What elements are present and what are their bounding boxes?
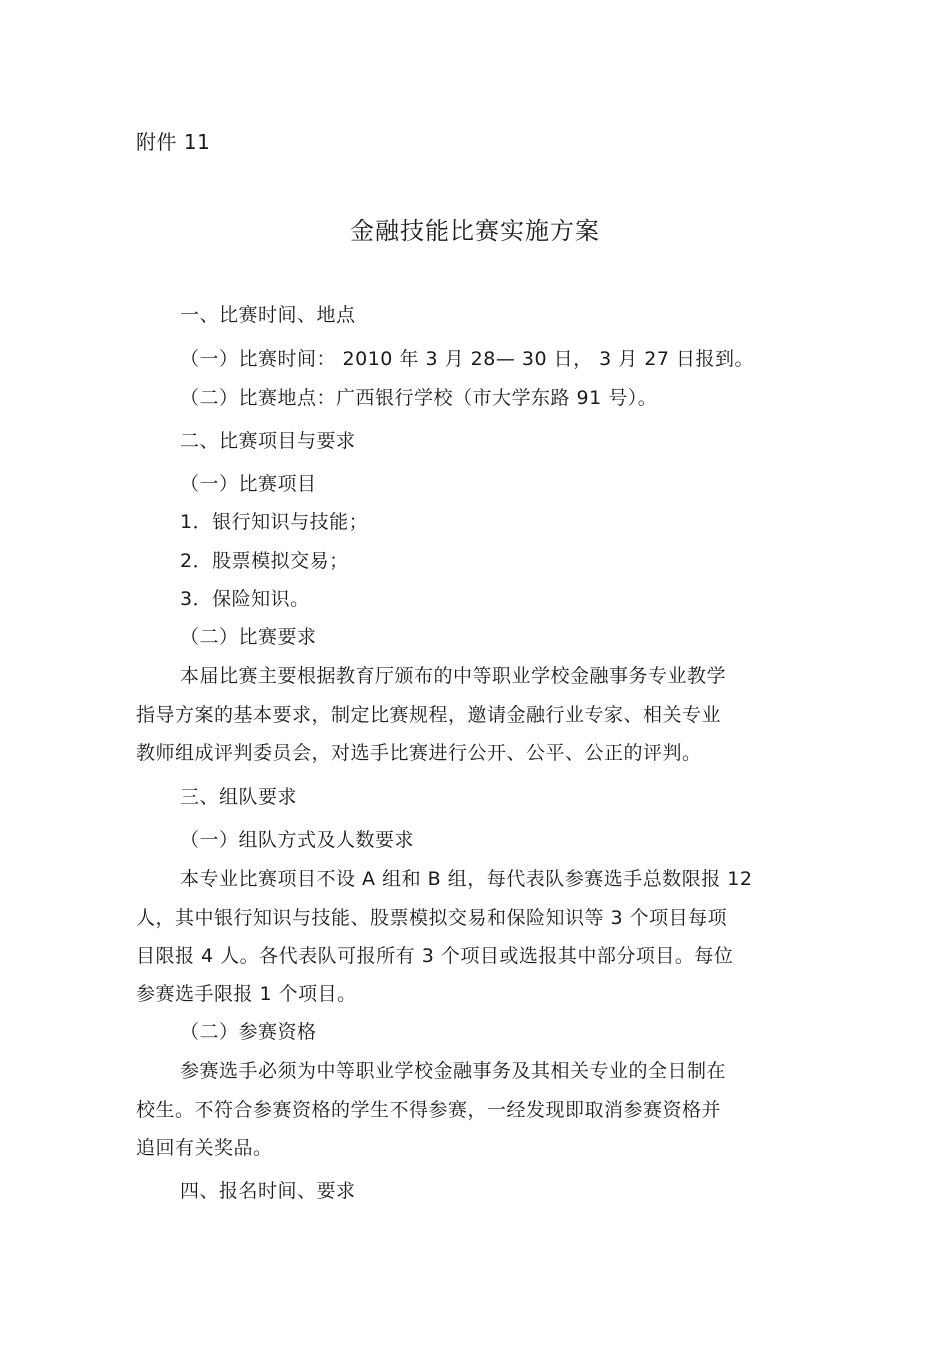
section-4-heading: 四、报名时间、要求 [180,1180,356,1202]
list-item: 1．银行知识与技能； [180,511,369,533]
section-3-heading: 三、组队要求 [180,786,298,808]
paragraph-line: 参赛选手必须为中等职业学校金融事务及其相关专业的全日制在 [180,1060,727,1082]
paragraph-line: 参赛选手限报 1 个项目。 [136,983,357,1005]
team-heading: （一）组队方式及人数要求 [180,829,415,851]
competition-place: （二）比赛地点：广西银行学校（市大学东路 91 号）。 [180,387,658,409]
competition-time: （一）比赛时间： 2010 年 3 月 28— 30 日， 3 月 27 日报到。 [180,348,754,370]
paragraph-line: 本专业比赛项目不设 A 组和 B 组，每代表队参赛选手总数限报 12 [180,868,753,890]
items-heading: （一）比赛项目 [180,473,317,495]
document-title: 金融技能比赛实施方案 [350,217,600,245]
paragraph-line: 教师组成评判委员会，对选手比赛进行公开、公平、公正的评判。 [136,742,702,764]
paragraph-line: 指导方案的基本要求，制定比赛规程，邀请金融行业专家、相关专业 [136,704,722,726]
paragraph-line: 目限报 4 人。各代表队可报所有 3 个项目或选报其中部分项目。每位 [136,945,734,967]
paragraph-line: 校生。不符合参赛资格的学生不得参赛，一经发现即取消参赛资格并 [136,1099,722,1121]
paragraph-line: 本届比赛主要根据教育厅颁布的中等职业学校金融事务专业教学 [180,665,727,687]
requirements-heading: （二）比赛要求 [180,626,317,648]
attachment-label: 附件 11 [136,130,211,154]
section-1-heading: 一、比赛时间、地点 [180,304,356,326]
section-2-heading: 二、比赛项目与要求 [180,430,356,452]
list-item: 2．股票模拟交易； [180,550,349,572]
paragraph-line: 人，其中银行知识与技能、股票模拟交易和保险知识等 3 个项目每项 [136,907,728,929]
qualification-heading: （二）参赛资格 [180,1021,317,1043]
paragraph-line: 追回有关奖品。 [136,1137,273,1159]
list-item: 3．保险知识。 [180,588,310,610]
